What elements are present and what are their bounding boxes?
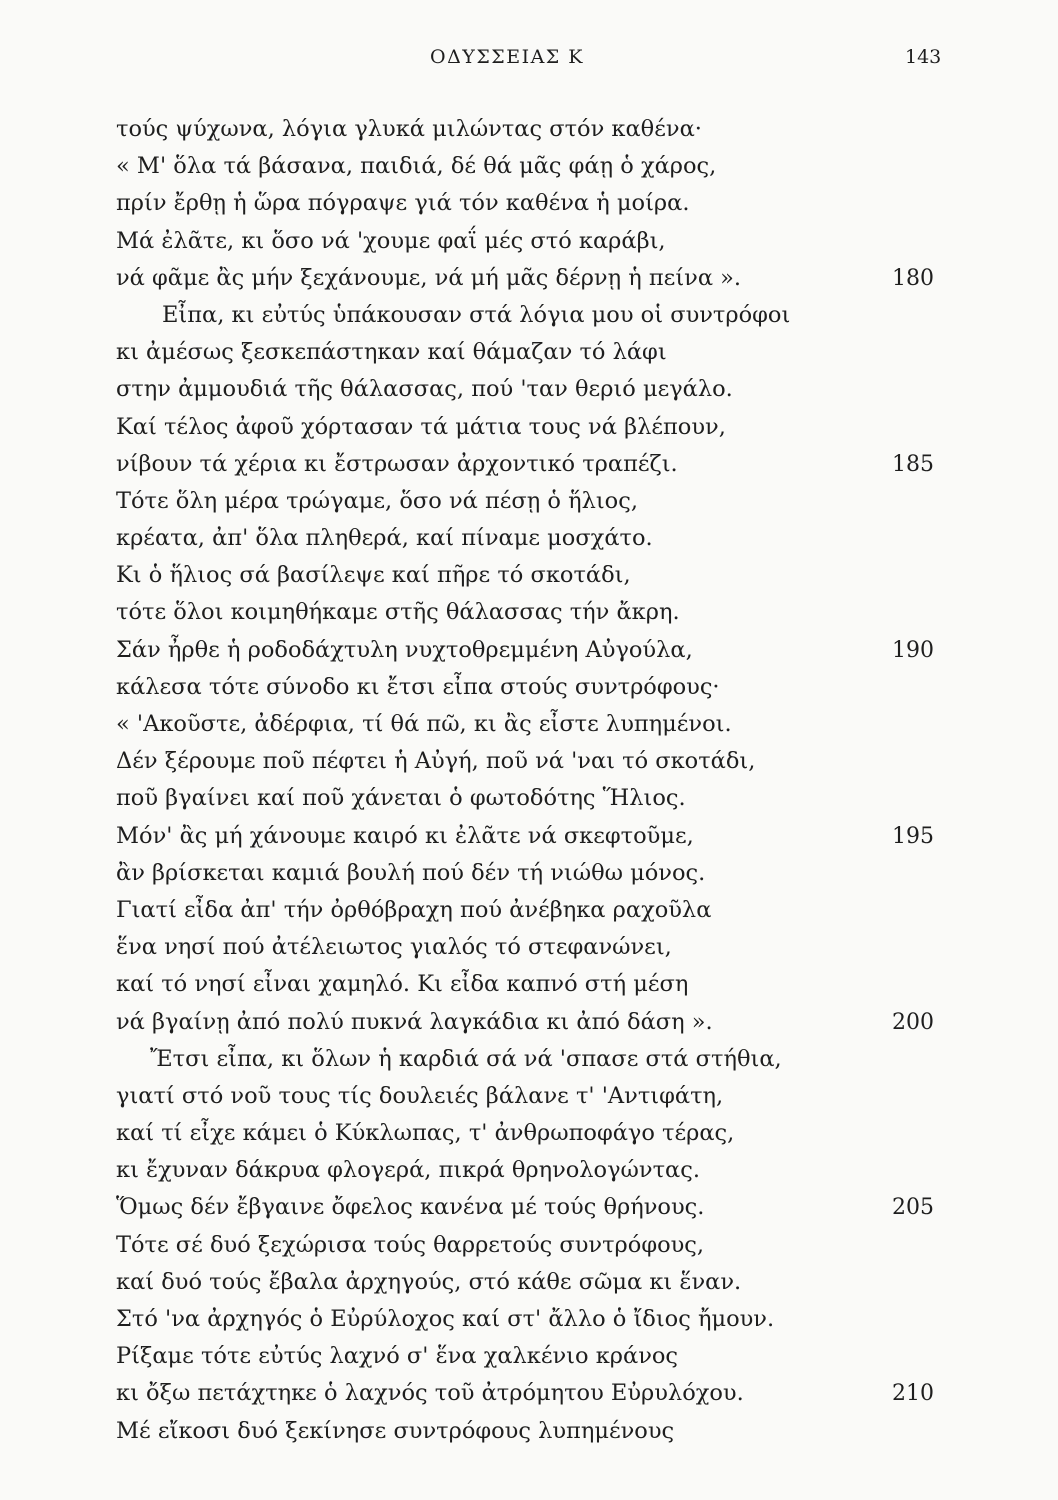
verse-text: τούς ψύχωνα, λόγια γλυκά μιλώντας στόν καθένα· <box>116 116 702 142</box>
verse-line <box>116 1078 946 1115</box>
verse-line <box>116 669 946 706</box>
verse-line <box>116 446 946 483</box>
line-number: 180 <box>892 265 934 291</box>
verse-text: Τότε σέ δυό ξεχώρισα τούς θαρρετούς συντρόφους, <box>116 1231 705 1258</box>
verse-line <box>116 1227 946 1264</box>
verse-text: κρέατα, ἀπ' ὅλα πληθερά, καί πίναμε μοσχάτο. <box>116 525 653 552</box>
verse-line <box>116 1338 946 1375</box>
running-head <box>0 46 1058 76</box>
line-number: 210 <box>892 1381 934 1407</box>
verse-text: Γιατί εἶδα ἀπ' τήν ὀρθόβραχη πού ἀνέβηκα ραχοῦλα <box>116 896 712 923</box>
verse-text: Μέ εἴκοσι δυό ξεκίνησε συντρόφους λυπημένους <box>116 1417 675 1444</box>
verse-text: κι ὄξω πετάχτηκε ὁ λαχνός τοῦ ἀτρόμητου Εὐρυλόχου. <box>116 1380 744 1407</box>
verse-text: Καί τέλος ἀφοῦ χόρτασαν τά μάτια τους νά βλέπουν, <box>116 413 726 440</box>
line-number: 205 <box>892 1195 934 1221</box>
line-number: 200 <box>892 1009 934 1035</box>
verse-text: κι ἀμέσως ξεσκεπάστηκαν καί θάμαζαν τό λάφι <box>116 339 667 366</box>
verse-line <box>116 929 946 966</box>
verse-text: στην ἀμμουδιά τῆς θάλασσας, πού 'ταν θεριό μεγάλο. <box>116 376 733 403</box>
verse-text: καί δυό τούς ἔβαλα ἀρχηγούς, στό κάθε σῶμα κι ἕναν. <box>116 1268 742 1295</box>
verse-line <box>116 1152 946 1189</box>
verse-line <box>116 334 946 371</box>
verse-text: νά βγαίνῃ ἀπό πολύ πυκνά λαγκάδια κι ἀπό δάση ». <box>116 1008 713 1035</box>
verse-text: καί τό νησί εἶναι χαμηλό. Κι εἶδα καπνό στή μέση <box>116 971 689 998</box>
verse-line <box>116 1264 946 1301</box>
verse-text: νίβουν τά χέρια κι ἔστρωσαν ἀρχοντικό τραπέζι. <box>116 450 678 477</box>
verse-block <box>116 111 946 1450</box>
verse-text: ἂν βρίσκεται καμιά βουλή πού δέν τή νιώθω μόνος. <box>116 859 706 886</box>
line-number: 185 <box>892 451 934 477</box>
verse-line <box>116 371 946 408</box>
page-number: 143 <box>905 46 942 68</box>
verse-line <box>116 1115 946 1152</box>
verse-line <box>116 111 946 148</box>
verse-line <box>116 1004 946 1041</box>
verse-line <box>116 1375 946 1412</box>
verse-line <box>116 818 946 855</box>
verse-text: « 'Ακοῦστε, ἀδέρφια, τί θά πῶ, κι ἂς εἶστε λυπημένοι. <box>116 711 732 737</box>
verse-line <box>116 483 946 520</box>
line-number: 190 <box>892 637 934 663</box>
verse-text: Μά ἐλᾶτε, κι ὅσο νά 'χουμε φαΐ μές στό καράβι, <box>116 227 666 254</box>
verse-text: Τότε ὅλη μέρα τρώγαμε, ὅσο νά πέσῃ ὁ ἥλιος, <box>116 487 638 514</box>
verse-line <box>116 743 946 780</box>
line-number: 195 <box>892 823 934 849</box>
verse-line <box>116 966 946 1003</box>
verse-line <box>116 1301 946 1338</box>
verse-text: Μόν' ἂς μή χάνουμε καιρό κι ἐλᾶτε νά σκεφτοῦμε, <box>116 822 694 849</box>
verse-text: Στό 'να ἀρχηγός ὁ Εὐρύλοχος καί στ' ἄλλο ὁ ἴδιος ἤμουν. <box>116 1306 775 1332</box>
verse-text: κι ἔχυναν δάκρυα φλογερά, πικρά θρηνολογώντας. <box>116 1157 700 1184</box>
verse-line <box>116 1041 946 1078</box>
verse-text: Εἶπα, κι εὐτύς ὑπάκουσαν στά λόγια μου οἱ συντρόφοι <box>162 301 791 328</box>
verse-text: Δέν ξέρουμε ποῦ πέφτει ἡ Αὐγή, ποῦ νά 'ναι τό σκοτάδι, <box>116 748 756 775</box>
verse-line <box>116 632 946 669</box>
verse-line <box>116 223 946 260</box>
verse-text: Ἔτσι εἶπα, κι ὅλων ἡ καρδιά σά νά 'σπασε στά στήθια, <box>150 1045 782 1072</box>
verse-line <box>116 185 946 222</box>
verse-line <box>116 1413 946 1450</box>
verse-line <box>116 520 946 557</box>
verse-text: Ὅμως δέν ἔβγαινε ὄφελος κανένα μέ τούς θρήνους. <box>116 1194 705 1221</box>
verse-text: « Μ' ὅλα τά βάσανα, παιδιά, δέ θά μᾶς φάῃ ὁ χάρος, <box>116 153 717 180</box>
verse-text: ἕνα νησί πού ἀτέλειωτος γιαλός τό στεφανώνει, <box>116 934 672 961</box>
verse-line <box>116 892 946 929</box>
verse-text: Ρίξαμε τότε εὐτύς λαχνό σ' ἕνα χαλκένιο κράνος <box>116 1343 679 1370</box>
verse-line <box>116 260 946 297</box>
running-title: ΟΔΥΣΣΕΙΑΣ Κ <box>430 46 584 68</box>
verse-text: καί τί εἶχε κάμει ὁ Κύκλωπας, τ' ἀνθρωποφάγο τέρας, <box>116 1120 735 1147</box>
verse-text: Κι ὁ ἥλιος σά βασίλεψε καί πῆρε τό σκοτάδι, <box>116 562 631 589</box>
verse-line <box>116 780 946 817</box>
verse-text: νά φᾶμε ἂς μήν ξεχάνουμε, νά μή μᾶς δέρνῃ ἡ πείνα ». <box>116 264 742 291</box>
verse-text: τότε ὅλοι κοιμηθήκαμε στῆς θάλασσας τήν ἄκρη. <box>116 599 680 626</box>
verse-text: γιατί στό νοῦ τους τίς δουλειές βάλανε τ' 'Αντιφάτη, <box>116 1082 724 1109</box>
verse-text: ποῦ βγαίνει καί ποῦ χάνεται ὁ φωτοδότης Ἥλιος. <box>116 785 686 812</box>
verse-text: πρίν ἔρθῃ ἡ ὥρα πόγραψε γιά τόν καθένα ἡ μοίρα. <box>116 190 690 217</box>
verse-text: Σάν ἦρθε ἡ ροδοδάχτυλη νυχτοθρεμμένη Αὐγούλα, <box>116 636 693 663</box>
verse-line <box>116 855 946 892</box>
verse-line <box>116 706 946 743</box>
verse-text: κάλεσα τότε σύνοδο κι ἔτσι εἶπα στούς συντρόφους· <box>116 673 720 700</box>
verse-line <box>116 409 946 446</box>
verse-line <box>116 297 946 334</box>
verse-line <box>116 557 946 594</box>
verse-line <box>116 594 946 631</box>
verse-line <box>116 1189 946 1226</box>
verse-line <box>116 148 946 185</box>
